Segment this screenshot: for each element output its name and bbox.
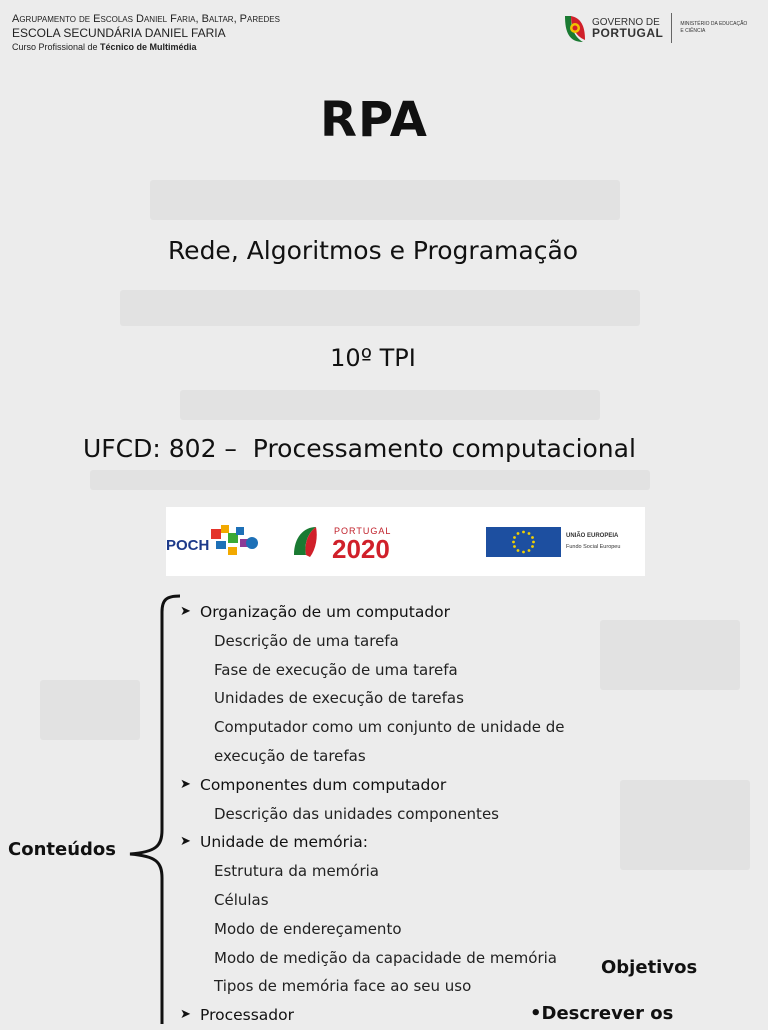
contents-item-text: Componentes dum computador [200,775,447,794]
eu-text-line2: Fundo Social Europeu [566,544,621,550]
governo-text [592,17,663,39]
contents-subtopic [180,915,600,944]
contents-item-text: Descrição de uma tarefa [214,631,399,650]
objectives-item: •Descrever os [530,1003,674,1024]
contents-topic [180,771,600,800]
contents-item-text: Organização de um computador [200,603,451,621]
contents-item-text: execução de tarefas [214,746,366,765]
course-prefix: Curso Profissional de [12,42,101,52]
contents-subtopic [180,886,600,915]
ministry-line1: MINISTÉRIO DA EDUCAÇÃO [680,21,748,27]
ministry-text [680,21,747,35]
poch-logo [166,525,258,555]
contents-subtopic [180,972,600,1001]
contents-subtopic [180,800,600,829]
contents-subtopic [180,742,600,771]
course-name [12,40,280,54]
ministry-line2: E CIÊNCIA [680,28,706,34]
contents-label: Conteúdos [8,839,116,860]
contents-list [180,598,600,1030]
school-name: ESCOLA SECUNDÁRIA DANIEL FARIA [12,26,226,40]
contents-item-text: Unidades de execução de tarefas [214,689,464,708]
contents-item-text: Modo de medição da capacidade de memória [214,948,557,967]
curly-brace [126,594,186,1024]
contents-subtopic [180,944,600,973]
contents-topic [180,598,600,627]
contents-item-text: Descrição das unidades componentes [214,804,499,823]
funding-logos [166,507,645,576]
school-header [12,12,280,54]
eu-text-line1: UNIÃO EUROPEIA [566,533,619,539]
arrow-bullet-icon: ➤ [180,604,191,619]
gov-line2: PORTUGAL [592,26,664,40]
contents-topic [180,828,600,857]
school-group-name: Agrupamento de Escolas Daniel Faria, Baltar, Paredes [12,13,280,25]
contents-item-text: Fase de execução de uma tarefa [214,660,458,679]
page-title: RPA [320,92,428,148]
portugal-2020-year: 2020 [332,534,390,564]
eu-logo [486,527,620,557]
contents-item-text: Unidade de memória: [200,833,369,852]
contents-subtopic [180,713,600,742]
contents-item-text: Modo de endereçamento [214,919,402,938]
contents-item-text: Tipos de memória face ao seu uso [214,977,472,996]
contents-item-text: Estrutura da memória [214,862,379,881]
contents-item-text: Células [214,890,269,909]
contents-subtopic [180,684,600,713]
portugal-emblem-icon [563,12,587,44]
course-title: Técnico de Multimédia [100,42,197,52]
arrow-bullet-icon: ➤ [180,1007,191,1023]
contents-subtopic [180,627,600,656]
poch-text: POCH [166,537,210,554]
contents-subtopic [180,656,600,685]
class-name: 10º TPI [330,344,416,372]
logo-divider [671,13,672,43]
portugal-label: PORTUGAL [334,526,392,536]
contents-item-text: Processador [200,1006,294,1025]
objectives-title: Objetivos [601,957,698,978]
gov-line1: GOVERNO DE [592,17,660,28]
contents-item-text: Computador como um conjunto de unidade de [214,718,565,737]
arrow-bullet-icon: ➤ [180,776,191,792]
page-subtitle: Rede, Algoritmos e Programação [167,236,579,265]
portugal-2020-logo [294,526,391,564]
contents-subtopic [180,857,600,886]
governo-portugal-logo [563,10,753,46]
ufcd-title: UFCD: 802 – Processamento computacional [83,434,636,463]
arrow-bullet-icon: ➤ [180,834,191,850]
